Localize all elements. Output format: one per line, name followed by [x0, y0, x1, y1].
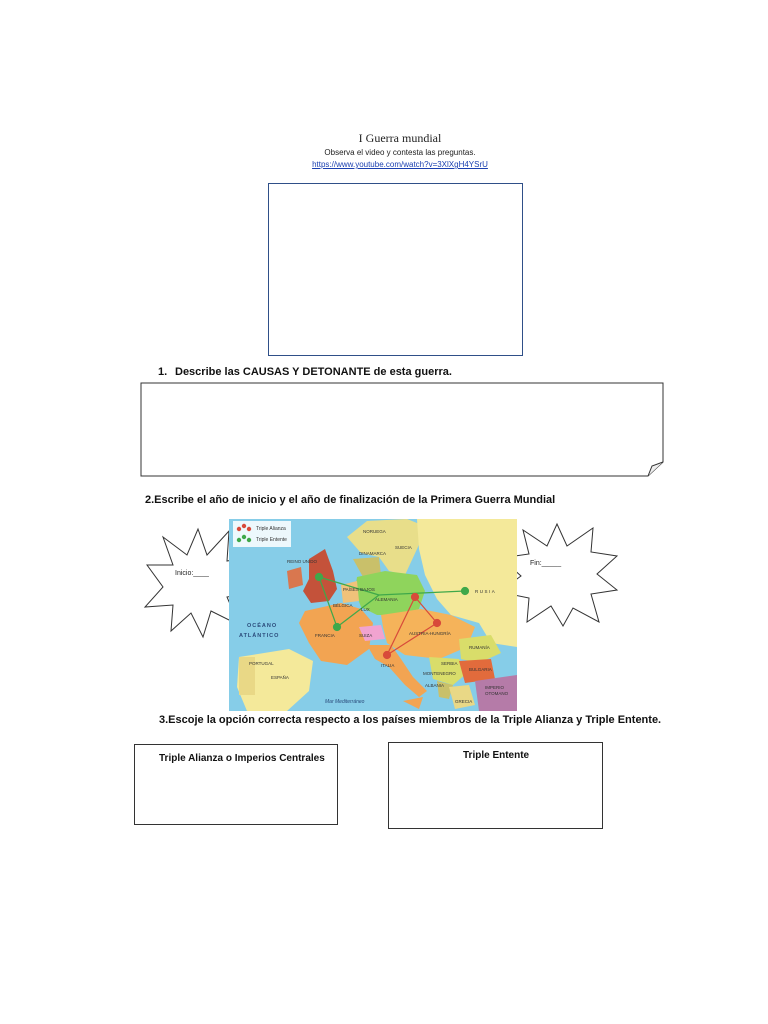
map-label-belgica: BÉLGICA	[333, 603, 353, 608]
map-label-alemania: ALEMANIA	[375, 597, 398, 602]
map-label-oceano: OCÉANO	[247, 623, 278, 629]
legend-entente-label: Triple Entente	[256, 537, 287, 543]
map-label-paises-bajos: PAÍSES BAJOS	[343, 587, 375, 592]
end-year-label: Fin:_____	[530, 560, 562, 567]
entente-point-france	[334, 624, 341, 631]
triple-entente-box[interactable]	[388, 742, 603, 829]
map-label-mar: Mar Mediterráneo	[325, 699, 365, 705]
question-1	[158, 366, 452, 378]
start-year-label: Inicio:____	[175, 570, 209, 577]
answer-box-1[interactable]	[140, 382, 668, 478]
entente-point-britain	[316, 574, 323, 581]
map-label-suiza: SUIZA	[359, 633, 373, 638]
entente-point-russia	[462, 588, 469, 595]
legend-alianza-label: Triple Alianza	[256, 526, 286, 532]
map-label-portugal: PORTUGAL	[249, 661, 274, 666]
map-label-rumania: RUMANÍA	[469, 645, 490, 650]
map-label-austria-hungria: AUSTRIA-HUNGRÍA	[409, 631, 451, 636]
question-1-number: 1.	[158, 366, 168, 378]
video-frame[interactable]	[268, 183, 523, 356]
map-label-espana: ESPAÑA	[271, 675, 289, 680]
video-link[interactable]: https://www.youtube.com/watch?v=3XlXgH4YSrU	[312, 160, 488, 169]
map-label-montenegro: MONTENEGRO	[423, 671, 456, 676]
triple-entente-title: Triple Entente	[463, 750, 530, 761]
alianza-point-germany	[412, 594, 419, 601]
map-label-serbia: SERBIA	[441, 661, 458, 666]
question-3: 3.Escoje la opción correcta respecto a los países miembros de la Triple Alianza y Triple Entente.	[159, 714, 662, 726]
map-label-otomano: OTOMANO	[485, 691, 509, 696]
alianza-point-austria	[434, 620, 441, 627]
map-label-dinamarca: DINAMARCA	[359, 551, 387, 556]
europe-alliances-map	[229, 519, 517, 711]
alianza-point-italy	[384, 652, 391, 659]
question-1-text: Describe las CAUSAS Y DETONANTE de esta guerra.	[175, 366, 452, 378]
map-label-imperio: IMPERIO	[485, 685, 505, 690]
page-title: I Guerra mundial	[358, 131, 442, 145]
triple-alianza-title: Triple Alianza o Imperios Centrales	[159, 753, 325, 764]
triple-alianza-box[interactable]	[134, 744, 338, 825]
map-label-bulgaria: BULGARIA	[469, 667, 492, 672]
map-label-grecia: GRECIA	[455, 699, 473, 704]
map-label-francia: FRANCIA	[315, 633, 335, 638]
map-label-lux: LUX	[361, 607, 370, 612]
map-label-noruega: NORUEGA	[363, 529, 386, 534]
map-label-italia: ITALIA	[381, 663, 395, 668]
map-label-suecia: SUECIA	[395, 545, 412, 550]
map-label-reino-unido: REINO UNIDO	[287, 559, 318, 564]
map-legend	[233, 521, 291, 547]
map-label-albania: ALBANIA	[425, 683, 445, 688]
map-label-atlantico: ATLÁNTICO	[239, 633, 280, 639]
map-label-rusia: RUSIA	[475, 589, 497, 594]
question-2: 2.Escribe el año de inicio y el año de finalización de la Primera Guerra Mundial	[145, 494, 556, 506]
instructions-text: Observa el video y contesta las preguntas.	[324, 148, 476, 157]
